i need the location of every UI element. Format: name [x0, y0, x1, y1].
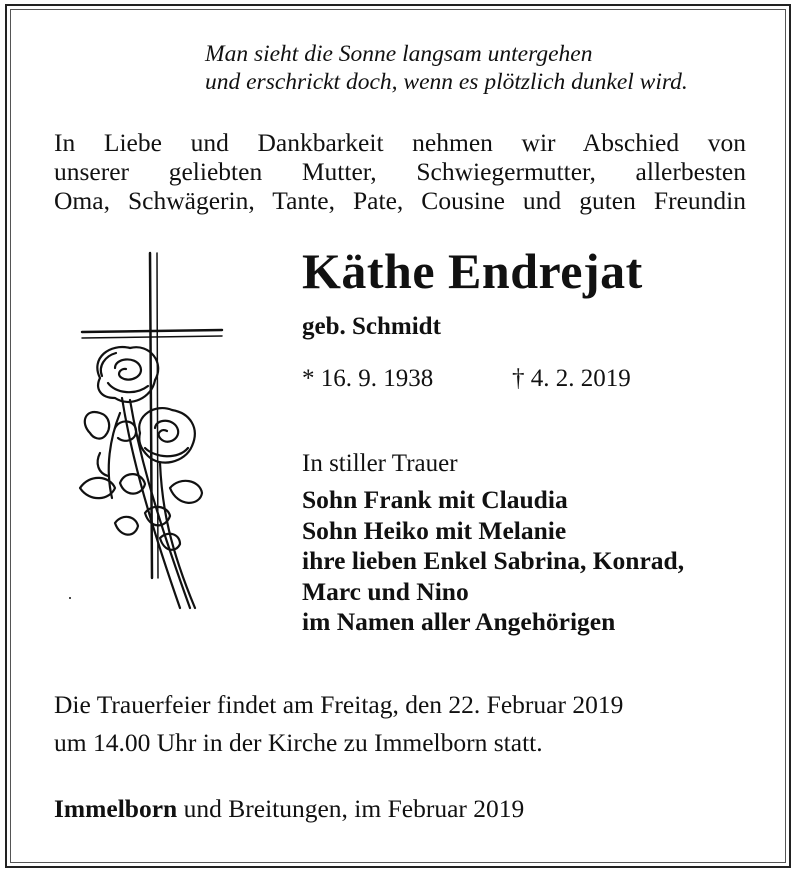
place-town: Immelborn: [54, 794, 178, 823]
intro-line-3: Oma, Schwägerin, Tante, Pate, Cousine und guten Freundin: [54, 186, 746, 215]
rose-icon: [97, 347, 158, 402]
service-line-2: um 14.00 Uhr in der Kirche zu Immelborn statt.: [54, 728, 543, 757]
mourner-line: Sohn Frank mit Claudia: [302, 485, 568, 514]
mourner-line: ihre lieben Enkel Sabrina, Konrad,: [302, 546, 685, 575]
place-rest: und Breitungen, im Februar 2019: [177, 794, 525, 823]
death-date: † 4. 2. 2019: [512, 365, 631, 392]
motto-quote: [205, 40, 745, 96]
mourners-list: [302, 485, 772, 638]
deceased-name: Käthe Endrejat: [302, 243, 643, 299]
service-line-1: Die Trauerfeier findet am Freitag, den 22. Februar 2019: [54, 690, 624, 719]
motto-line-1: Man sieht die Sonne langsam untergehen: [205, 41, 593, 67]
mourner-line: Sohn Heiko mit Melanie: [302, 515, 567, 545]
funeral-service-info: [54, 686, 754, 762]
birth-date: * 16. 9. 1938: [302, 365, 434, 392]
mourner-line: im Namen aller Angehörigen: [302, 607, 616, 636]
cross-with-roses-illustration: [60, 248, 230, 618]
motto-line-2: und erschrickt doch, wenn es plötzlich dunkel wird.: [205, 69, 688, 95]
mourning-heading: In stiller Trauer: [302, 450, 458, 477]
intro-line-2: unserer geliebten Mutter, Schwiegermutter, allerbesten: [54, 157, 746, 186]
intro-line-1: In Liebe und Dankbarkeit nehmen wir Abschied von: [54, 128, 746, 157]
mourner-line: Marc und Nino: [302, 576, 469, 606]
place-and-date: [54, 794, 524, 824]
rose-icon: [139, 408, 195, 463]
intro-text: [54, 128, 746, 215]
maiden-name: geb. Schmidt: [302, 313, 441, 340]
